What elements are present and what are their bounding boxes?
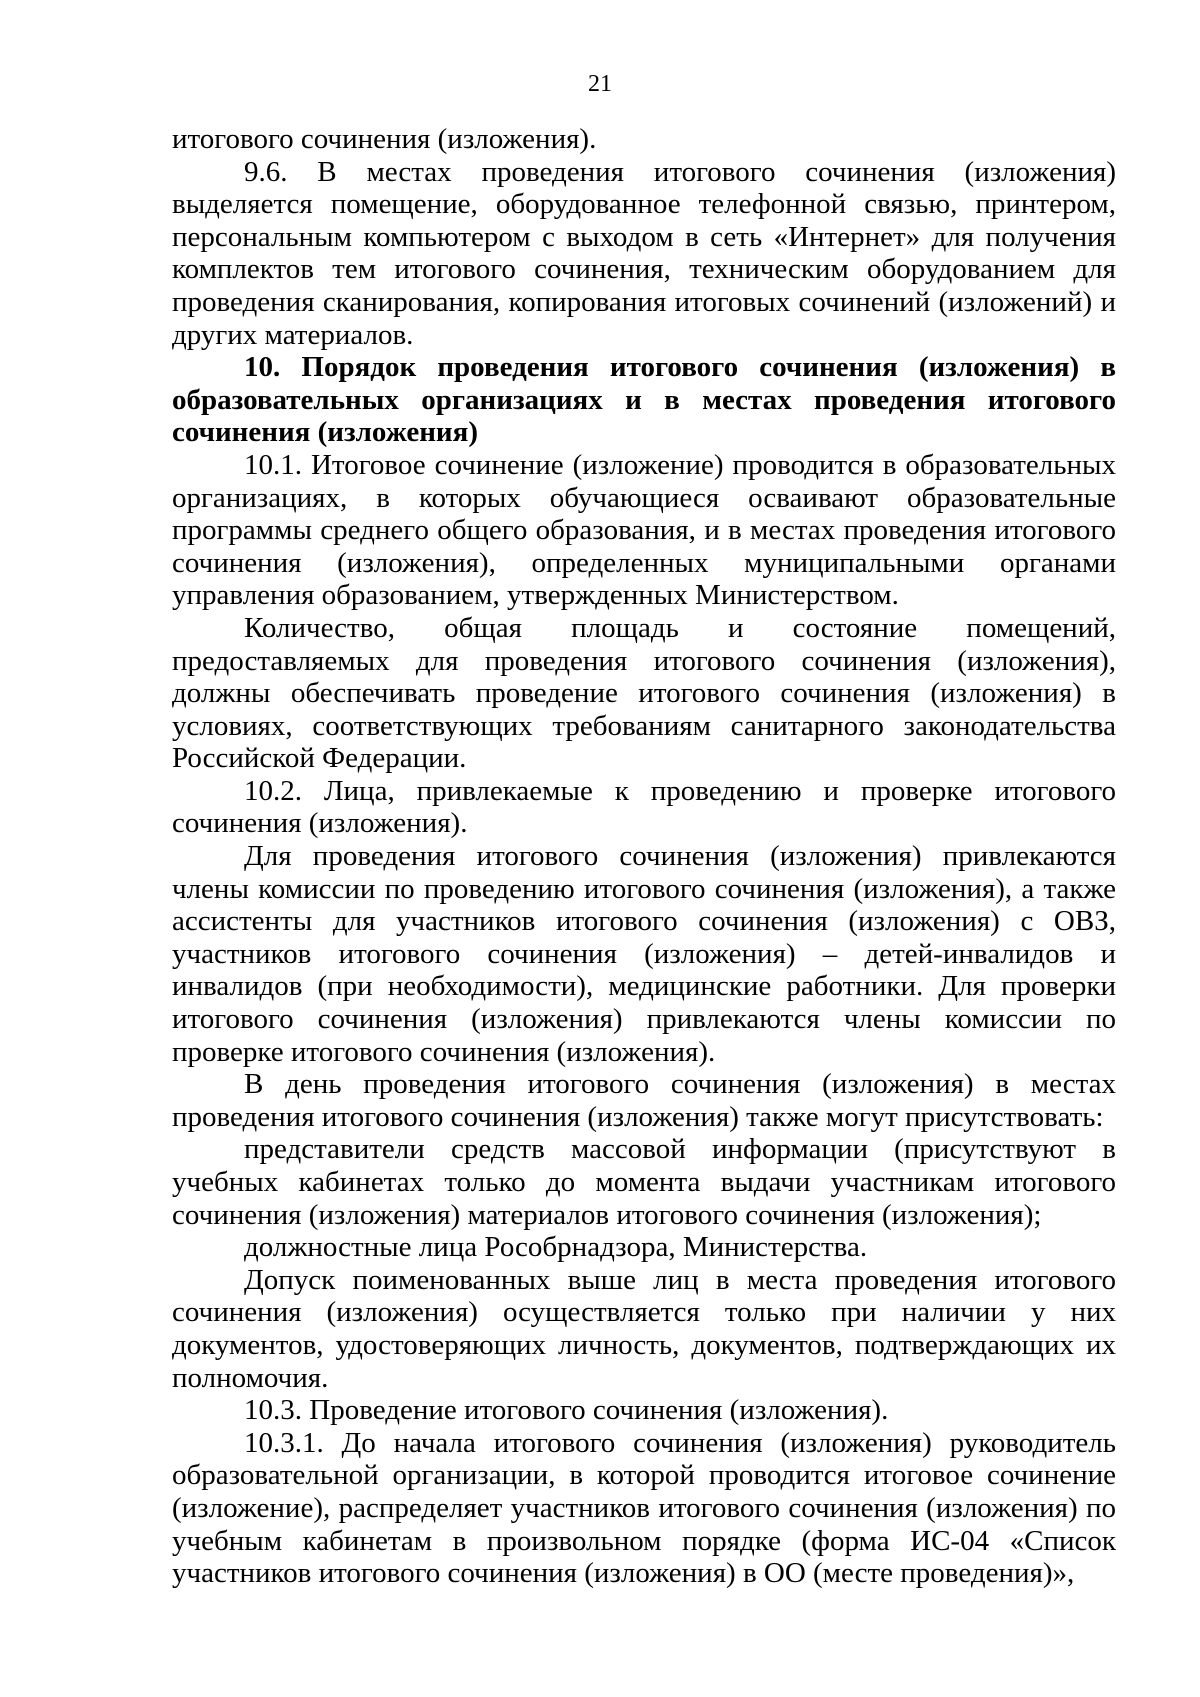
page-number: 21 xyxy=(588,71,612,97)
paragraph-admission: Допуск поименованных выше лиц в места проведения итогового сочинения (изложения) осуществляется только при наличии у них документов, удостоверяющих личность, документов, подтверждающих их полномочия. xyxy=(172,1263,1116,1394)
paragraph-premises: Количество, общая площадь и состояние помещений, предоставляемых для проведения итогового сочинения (изложения), должны обеспечивать проведение итогового сочинения (изложения) в условиях, соответствующих требованиям санитарного законодательства Российской Федерации. xyxy=(172,611,1116,775)
paragraph-10-1: 10.1. Итоговое сочинение (изложение) проводится в образовательных организациях, в которых обучающиеся осваивают образовательные программы среднего общего образования, и в местах проведения итогового сочинения (изложения), определенных муниципальными органами управления образованием, утвержденных Министерством. xyxy=(172,448,1116,612)
paragraph-attendees-intro: В день проведения итогового сочинения (изложения) в местах проведения итогового сочинения (изложения) также могут присутствовать: xyxy=(172,1068,1116,1133)
document-body xyxy=(172,123,1116,1590)
paragraph-continuation: итогового сочинения (изложения). xyxy=(172,123,597,155)
paragraph-9-6: 9.6. В местах проведения итогового сочинения (изложения) выделяется помещение, оборудованное телефонной связью, принтером, персональным компьютером с выходом в сеть «Интернет» для получения комплектов тем итогового сочинения, техническим оборудованием для проведения сканирования, копирования итоговых сочинений (изложений) и других материалов. xyxy=(172,155,1116,351)
paragraph-10-3-1: 10.3.1. До начала итогового сочинения (изложения) руководитель образовательной организации, в которой проводится итоговое сочинение (изложение), распределяет участников итогового сочинения (изложения) по учебным кабинетам в произвольном порядке (форма ИС-04 «Список участников итогового сочинения (изложения) в ОО (месте проведения)», xyxy=(172,1426,1116,1590)
section-heading-10: 10. Порядок проведения итогового сочинения (изложения) в образовательных организациях и в местах проведения итогового сочинения (изложения) xyxy=(172,351,1116,449)
paragraph-involved-persons: Для проведения итогового сочинения (изложения) привлекаются члены комиссии по проведению итогового сочинения (изложения), а также ассистенты для участников итогового сочинения (изложения) с ОВЗ, участников итогового сочинения (изложения) – детей-инвалидов и инвалидов (при необходимости), медицинские работники. Для проверки итогового сочинения (изложения) привлекаются члены комиссии по проверке итогового сочинения (изложения). xyxy=(172,840,1116,1068)
paragraph-10-3: 10.3. Проведение итогового сочинения (изложения). xyxy=(244,1394,889,1427)
paragraph-officials: должностные лица Рособрнадзора, Министерства. xyxy=(244,1231,868,1264)
paragraph-10-2: 10.2. Лица, привлекаемые к проведению и проверке итогового сочинения (изложения). xyxy=(172,774,1116,840)
paragraph-media-representatives: представители средств массовой информации (присутствуют в учебных кабинетах только до момента выдачи участникам итогового сочинения (изложения) материалов итогового сочинения (изложения); xyxy=(172,1133,1116,1231)
